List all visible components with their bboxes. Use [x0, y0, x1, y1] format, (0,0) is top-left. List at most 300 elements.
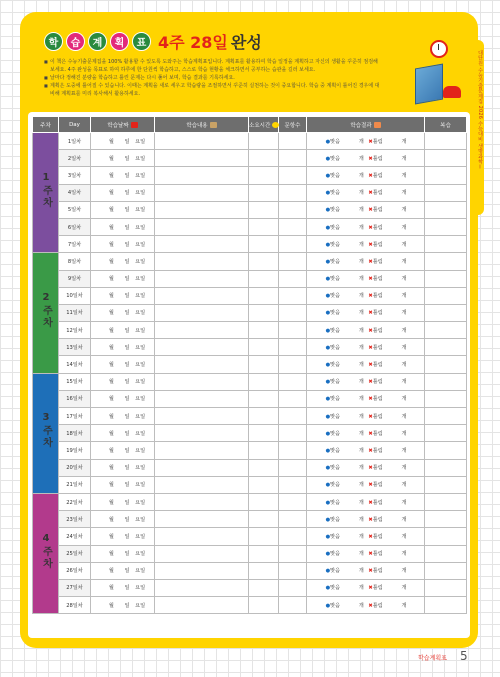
review-cell[interactable]: [425, 511, 467, 528]
correct-count-unit: 개: [358, 516, 364, 523]
content-cell[interactable]: [155, 270, 249, 287]
table-row: [33, 579, 467, 596]
wrong-label: 틀림: [372, 499, 383, 506]
review-cell[interactable]: [425, 390, 467, 407]
header-date-label: 학습날짜: [107, 122, 129, 129]
wrong-x-icon: ✖: [368, 499, 373, 506]
wrong-label: 틀림: [372, 155, 383, 162]
day-cell: 1일차: [59, 133, 91, 150]
review-cell[interactable]: [425, 184, 467, 201]
date-cell[interactable]: [91, 579, 155, 596]
review-cell[interactable]: [425, 562, 467, 579]
content-cell[interactable]: [155, 133, 249, 150]
review-cell[interactable]: [425, 253, 467, 270]
review-cell[interactable]: [425, 459, 467, 476]
result-cell[interactable]: [307, 133, 425, 150]
wrong-count-unit: 개: [401, 602, 407, 609]
day-cell: 25일차: [59, 545, 91, 562]
time-cell[interactable]: [249, 373, 279, 390]
content-cell[interactable]: [155, 356, 249, 373]
wrong-count-unit: 개: [401, 224, 407, 231]
correct-label: 맞음: [330, 224, 341, 231]
time-cell[interactable]: [249, 476, 279, 493]
day-cell: 20일차: [59, 459, 91, 476]
correct-dot-icon: ●: [325, 482, 331, 489]
wrong-x-icon: ✖: [368, 155, 373, 162]
review-cell[interactable]: [425, 493, 467, 510]
result-cell[interactable]: [307, 408, 425, 425]
time-cell[interactable]: [249, 184, 279, 201]
day-cell: 13일차: [59, 339, 91, 356]
result-cell[interactable]: [307, 167, 425, 184]
calendar-icon: [131, 122, 138, 128]
date-cell[interactable]: [91, 459, 155, 476]
review-cell[interactable]: [425, 218, 467, 235]
time-cell[interactable]: [249, 322, 279, 339]
correct-label: 맞음: [330, 602, 341, 609]
count-cell[interactable]: [279, 218, 307, 235]
date-cell[interactable]: [91, 133, 155, 150]
result-cell[interactable]: [307, 390, 425, 407]
header-content-label: 학습내용: [186, 122, 208, 129]
correct-count-unit: 개: [358, 310, 364, 317]
title-suffix: 완성: [230, 33, 262, 52]
correct-dot-icon: ●: [325, 241, 331, 248]
result-cell[interactable]: [307, 322, 425, 339]
title-char: 습: [66, 32, 85, 51]
correct-label: 맞음: [330, 138, 341, 145]
month-label: 월: [108, 344, 114, 351]
result-cell[interactable]: [307, 339, 425, 356]
correct-count-unit: 개: [358, 533, 364, 540]
result-cell[interactable]: [307, 253, 425, 270]
review-cell[interactable]: [425, 339, 467, 356]
time-cell[interactable]: [249, 253, 279, 270]
day-cell: 5일차: [59, 201, 91, 218]
weekday-label: 요일: [135, 207, 146, 214]
date-cell[interactable]: [91, 167, 155, 184]
result-cell[interactable]: [307, 218, 425, 235]
count-cell[interactable]: [279, 133, 307, 150]
day-cell: 15일차: [59, 373, 91, 390]
count-cell[interactable]: [279, 270, 307, 287]
date-cell[interactable]: [91, 562, 155, 579]
review-cell[interactable]: [425, 476, 467, 493]
content-cell[interactable]: [155, 459, 249, 476]
content-cell[interactable]: [155, 201, 249, 218]
time-cell[interactable]: [249, 459, 279, 476]
weekday-label: 요일: [135, 568, 146, 575]
review-cell[interactable]: [425, 408, 467, 425]
review-cell[interactable]: [425, 150, 467, 167]
wrong-label: 틀림: [372, 413, 383, 420]
correct-count-unit: 개: [358, 362, 364, 369]
time-cell[interactable]: [249, 545, 279, 562]
result-cell[interactable]: [307, 184, 425, 201]
count-cell[interactable]: [279, 579, 307, 596]
count-cell[interactable]: [279, 167, 307, 184]
content-cell[interactable]: [155, 545, 249, 562]
count-cell[interactable]: [279, 304, 307, 321]
time-cell[interactable]: [249, 528, 279, 545]
time-cell[interactable]: [249, 390, 279, 407]
count-cell[interactable]: [279, 184, 307, 201]
day-label: 일: [124, 482, 130, 489]
day-label: 일: [124, 465, 130, 472]
day-cell: 22일차: [59, 493, 91, 510]
wrong-label: 틀림: [372, 293, 383, 300]
result-cell[interactable]: [307, 545, 425, 562]
month-label: 월: [108, 396, 114, 403]
time-cell[interactable]: [249, 167, 279, 184]
day-cell: 28일차: [59, 597, 91, 614]
day-label: 일: [124, 516, 130, 523]
correct-dot-icon: ●: [325, 190, 331, 197]
date-cell[interactable]: [91, 442, 155, 459]
review-cell[interactable]: [425, 356, 467, 373]
date-cell[interactable]: [91, 373, 155, 390]
result-cell[interactable]: [307, 579, 425, 596]
content-cell[interactable]: [155, 493, 249, 510]
wrong-count-unit: 개: [401, 568, 407, 575]
header-count: 문항수: [279, 117, 307, 133]
date-cell[interactable]: [91, 184, 155, 201]
wrong-label: 틀림: [372, 362, 383, 369]
table-row: [33, 408, 467, 425]
result-cell[interactable]: [307, 150, 425, 167]
review-cell[interactable]: [425, 425, 467, 442]
time-cell[interactable]: [249, 425, 279, 442]
date-cell[interactable]: [91, 390, 155, 407]
title-char: 학: [44, 32, 63, 51]
count-cell[interactable]: [279, 408, 307, 425]
correct-dot-icon: ●: [325, 568, 331, 575]
result-cell[interactable]: [307, 201, 425, 218]
result-cell[interactable]: [307, 597, 425, 614]
time-cell[interactable]: [249, 597, 279, 614]
count-cell[interactable]: [279, 322, 307, 339]
correct-count-unit: 개: [358, 499, 364, 506]
result-cell[interactable]: [307, 528, 425, 545]
content-cell[interactable]: [155, 476, 249, 493]
correct-count-unit: 개: [358, 602, 364, 609]
content-cell[interactable]: [155, 425, 249, 442]
content-cell[interactable]: [155, 442, 249, 459]
week-label: 3주차: [33, 373, 59, 493]
day-cell: 2일차: [59, 150, 91, 167]
day-label: 일: [124, 241, 130, 248]
wrong-count-unit: 개: [401, 413, 407, 420]
count-cell[interactable]: [279, 339, 307, 356]
time-cell[interactable]: [249, 339, 279, 356]
correct-label: 맞음: [330, 362, 341, 369]
date-cell[interactable]: [91, 270, 155, 287]
time-cell[interactable]: [249, 442, 279, 459]
time-cell[interactable]: [249, 287, 279, 304]
table-row: [33, 150, 467, 167]
table-row: [33, 218, 467, 235]
correct-label: 맞음: [330, 447, 341, 454]
time-cell[interactable]: [249, 133, 279, 150]
time-cell[interactable]: [249, 201, 279, 218]
content-cell[interactable]: [155, 528, 249, 545]
content-cell[interactable]: [155, 304, 249, 321]
review-cell[interactable]: [425, 597, 467, 614]
wrong-label: 틀림: [372, 207, 383, 214]
table-row: [33, 425, 467, 442]
correct-label: 맞음: [330, 155, 341, 162]
content-cell[interactable]: [155, 184, 249, 201]
date-cell[interactable]: [91, 528, 155, 545]
content-cell[interactable]: [155, 339, 249, 356]
time-cell[interactable]: [249, 562, 279, 579]
review-cell[interactable]: [425, 579, 467, 596]
date-cell[interactable]: [91, 304, 155, 321]
weekday-label: 요일: [135, 379, 146, 386]
wrong-label: 틀림: [372, 172, 383, 179]
result-cell[interactable]: [307, 356, 425, 373]
week-label: 4주차: [33, 493, 59, 613]
correct-count-unit: 개: [358, 241, 364, 248]
count-cell[interactable]: [279, 493, 307, 510]
count-cell[interactable]: [279, 562, 307, 579]
wrong-count-unit: 개: [401, 258, 407, 265]
day-cell: 3일차: [59, 167, 91, 184]
date-cell[interactable]: [91, 493, 155, 510]
date-cell[interactable]: [91, 511, 155, 528]
date-cell[interactable]: [91, 408, 155, 425]
day-label: 일: [124, 533, 130, 540]
time-cell[interactable]: [249, 579, 279, 596]
count-cell[interactable]: [279, 373, 307, 390]
month-label: 월: [108, 516, 114, 523]
content-cell[interactable]: [155, 562, 249, 579]
month-label: 월: [108, 568, 114, 575]
review-cell[interactable]: [425, 545, 467, 562]
day-cell: 7일차: [59, 236, 91, 253]
content-cell[interactable]: [155, 408, 249, 425]
count-cell[interactable]: [279, 442, 307, 459]
correct-label: 맞음: [330, 241, 341, 248]
count-cell[interactable]: [279, 545, 307, 562]
date-cell[interactable]: [91, 236, 155, 253]
review-cell[interactable]: [425, 287, 467, 304]
result-cell[interactable]: [307, 493, 425, 510]
correct-dot-icon: ●: [325, 602, 331, 609]
content-cell[interactable]: [155, 579, 249, 596]
result-cell[interactable]: [307, 442, 425, 459]
month-label: 월: [108, 207, 114, 214]
wrong-label: 틀림: [372, 396, 383, 403]
correct-count-unit: 개: [358, 551, 364, 558]
side-tab: 대단원 수능기출문제집 2026 수능대비 생명과학Ⅰ: [470, 40, 484, 215]
count-cell[interactable]: [279, 150, 307, 167]
date-cell[interactable]: [91, 322, 155, 339]
correct-label: 맞음: [330, 516, 341, 523]
header-time: [249, 117, 279, 133]
correct-count-unit: 개: [358, 276, 364, 283]
day-label: 일: [124, 172, 130, 179]
instruction-item: ■ 이 책은 수능기출문제집을 100% 활용할 수 있도록 도와주는 학습계획표입니다. 계획표를 활용하여 학습 일정을 계획하고 자신의 생활을 꾸준히 점검해 보세요. 4주 완성을 목표로 하여 하루에 한 단원씩 학습하고, 스스로 학습 현황을 체크하면서 공부하는 습관을 길러 보세요.: [44, 58, 384, 74]
table-row: [33, 390, 467, 407]
correct-dot-icon: ●: [325, 465, 331, 472]
wrong-count-unit: 개: [401, 533, 407, 540]
wrong-x-icon: ✖: [368, 172, 373, 179]
content-cell[interactable]: [155, 218, 249, 235]
count-cell[interactable]: [279, 528, 307, 545]
date-cell[interactable]: [91, 150, 155, 167]
result-cell[interactable]: [307, 287, 425, 304]
day-cell: 16일차: [59, 390, 91, 407]
content-cell[interactable]: [155, 167, 249, 184]
title-week: 4주 28일: [158, 33, 228, 52]
wrong-count-unit: 개: [401, 482, 407, 489]
date-cell[interactable]: [91, 218, 155, 235]
table-row: [33, 184, 467, 201]
weekday-label: 요일: [135, 190, 146, 197]
result-cell[interactable]: [307, 425, 425, 442]
wrong-x-icon: ✖: [368, 447, 373, 454]
content-cell[interactable]: [155, 236, 249, 253]
result-cell[interactable]: [307, 270, 425, 287]
review-cell[interactable]: [425, 304, 467, 321]
content-cell[interactable]: [155, 390, 249, 407]
wrong-x-icon: ✖: [368, 138, 373, 145]
correct-label: 맞음: [330, 293, 341, 300]
table-row: [33, 545, 467, 562]
day-cell: 14일차: [59, 356, 91, 373]
review-cell[interactable]: [425, 133, 467, 150]
count-cell[interactable]: [279, 356, 307, 373]
review-cell[interactable]: [425, 373, 467, 390]
review-cell[interactable]: [425, 236, 467, 253]
count-cell[interactable]: [279, 236, 307, 253]
clock-icon: [272, 122, 279, 128]
date-cell[interactable]: [91, 339, 155, 356]
title-char: 획: [110, 32, 129, 51]
table-row: [33, 339, 467, 356]
correct-label: 맞음: [330, 413, 341, 420]
result-cell[interactable]: [307, 373, 425, 390]
time-cell[interactable]: [249, 408, 279, 425]
result-cell[interactable]: [307, 236, 425, 253]
content-cell[interactable]: [155, 253, 249, 270]
pencil-icon: [374, 122, 381, 128]
review-cell[interactable]: [425, 442, 467, 459]
date-cell[interactable]: [91, 356, 155, 373]
wrong-label: 틀림: [372, 241, 383, 248]
date-cell[interactable]: [91, 545, 155, 562]
correct-dot-icon: ●: [325, 207, 331, 214]
wrong-x-icon: ✖: [368, 602, 373, 609]
count-cell[interactable]: [279, 476, 307, 493]
time-cell[interactable]: [249, 236, 279, 253]
day-cell: 8일차: [59, 253, 91, 270]
book-icon: [415, 64, 443, 105]
review-cell[interactable]: [425, 528, 467, 545]
day-label: 일: [124, 224, 130, 231]
correct-dot-icon: ●: [325, 344, 331, 351]
content-cell[interactable]: [155, 597, 249, 614]
time-cell[interactable]: [249, 218, 279, 235]
content-cell[interactable]: [155, 150, 249, 167]
month-label: 월: [108, 258, 114, 265]
date-cell[interactable]: [91, 201, 155, 218]
time-cell[interactable]: [249, 270, 279, 287]
day-label: 일: [124, 585, 130, 592]
month-label: 월: [108, 430, 114, 437]
result-cell[interactable]: [307, 476, 425, 493]
count-cell[interactable]: [279, 201, 307, 218]
review-cell[interactable]: [425, 322, 467, 339]
correct-label: 맞음: [330, 533, 341, 540]
count-cell[interactable]: [279, 597, 307, 614]
table-row: [33, 442, 467, 459]
day-label: 일: [124, 138, 130, 145]
date-cell[interactable]: [91, 425, 155, 442]
weekday-label: 요일: [135, 465, 146, 472]
content-cell[interactable]: [155, 373, 249, 390]
month-label: 월: [108, 379, 114, 386]
time-cell[interactable]: [249, 150, 279, 167]
day-cell: 24일차: [59, 528, 91, 545]
result-cell[interactable]: [307, 459, 425, 476]
count-cell[interactable]: [279, 253, 307, 270]
weekday-label: 요일: [135, 602, 146, 609]
count-cell[interactable]: [279, 459, 307, 476]
content-cell[interactable]: [155, 322, 249, 339]
weekday-label: 요일: [135, 276, 146, 283]
content-cell[interactable]: [155, 287, 249, 304]
day-label: 일: [124, 413, 130, 420]
correct-dot-icon: ●: [325, 155, 331, 162]
month-label: 월: [108, 190, 114, 197]
correct-dot-icon: ●: [325, 362, 331, 369]
count-cell[interactable]: [279, 425, 307, 442]
table-row: [33, 253, 467, 270]
content-cell[interactable]: [155, 511, 249, 528]
weekday-label: 요일: [135, 585, 146, 592]
wrong-label: 틀림: [372, 602, 383, 609]
review-cell[interactable]: [425, 201, 467, 218]
day-label: 일: [124, 327, 130, 334]
result-cell[interactable]: [307, 304, 425, 321]
time-cell[interactable]: [249, 493, 279, 510]
date-cell[interactable]: [91, 476, 155, 493]
table-row: [33, 287, 467, 304]
instruction-item: ■ 계획은 도중에 틀어질 수 있습니다. 이때는 계획을 새로 세우고 학습량을 조절하면서 꾸준히 실천하는 것이 중요합니다. 학습 중 계획이 틀어진 경우에 대비해 계획표를 미리 복사해서 활용하세요.: [44, 82, 384, 98]
date-cell[interactable]: [91, 597, 155, 614]
time-cell[interactable]: [249, 511, 279, 528]
result-cell[interactable]: [307, 562, 425, 579]
day-label: 일: [124, 379, 130, 386]
wrong-label: 틀림: [372, 224, 383, 231]
time-cell[interactable]: [249, 304, 279, 321]
correct-dot-icon: ●: [325, 276, 331, 283]
time-cell[interactable]: [249, 356, 279, 373]
review-cell[interactable]: [425, 270, 467, 287]
review-cell[interactable]: [425, 167, 467, 184]
date-cell[interactable]: [91, 287, 155, 304]
correct-dot-icon: ●: [325, 258, 331, 265]
wrong-label: 틀림: [372, 516, 383, 523]
count-cell[interactable]: [279, 287, 307, 304]
month-label: 월: [108, 551, 114, 558]
count-cell[interactable]: [279, 390, 307, 407]
result-cell[interactable]: [307, 511, 425, 528]
count-cell[interactable]: [279, 511, 307, 528]
date-cell[interactable]: [91, 253, 155, 270]
